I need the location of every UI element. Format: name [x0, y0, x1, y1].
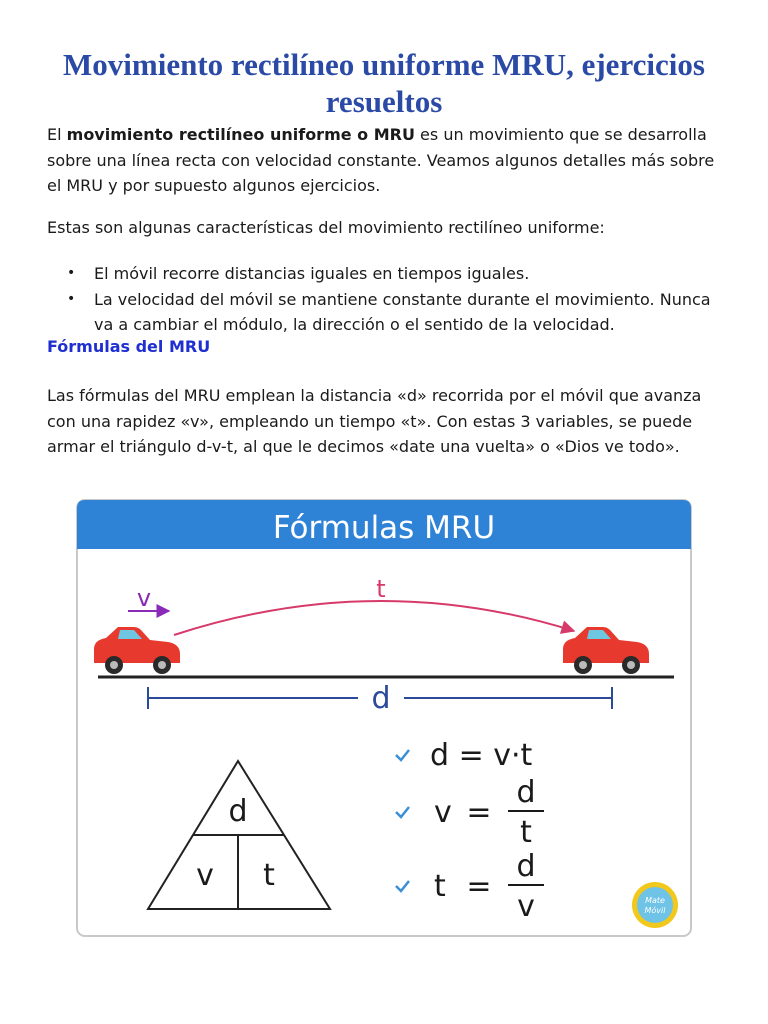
formulas-paragraph: Las fórmulas del MRU emplean la distancia «d» recorrida por el móvil que avanza con una rapidez «v», empleando un tiempo «t». Con estas 3 variables, se puede armar el triángulo d-v-t, al que le decimos «date una vuelta» o «Dios ve todo».: [47, 386, 702, 456]
logo-text-line1: Mate: [645, 896, 665, 905]
formula-velocity-lhs: v: [434, 795, 452, 830]
formula-distance: d = v·t: [430, 738, 533, 773]
section-heading: Fórmulas del MRU: [47, 337, 211, 356]
velocity-label: v: [136, 584, 152, 612]
equals-sign: =: [466, 795, 492, 830]
time-label: t: [376, 575, 386, 603]
intro-suffix: es un movimiento que se desarrolla sobre una línea recta con velocidad constante. Veamos algunos detalles más sobre el MRU y por supuesto algunos ejercicios.: [47, 125, 715, 195]
page-title: Movimiento rectilíneo uniforme MRU, ejercicios resueltos: [63, 47, 705, 119]
formula-time-denominator: v: [517, 889, 535, 924]
matemovil-logo: [632, 882, 678, 928]
triangle-top-label: d: [228, 794, 248, 829]
formula-velocity-numerator: d: [516, 775, 536, 810]
distance-label: d: [371, 681, 391, 716]
intro-bold: movimiento rectilíneo uniforme o MRU: [66, 125, 415, 144]
figure-frame: [77, 500, 691, 936]
figure-header: Fórmulas MRU: [272, 510, 496, 546]
formula-time-numerator: d: [516, 849, 536, 884]
formula-velocity-denominator: t: [520, 815, 532, 850]
mru-formulas-figure: [76, 499, 692, 937]
characteristics-list: [47, 261, 727, 338]
formula-time-lhs: t: [434, 869, 446, 904]
intro-prefix: El: [47, 125, 67, 144]
equals-sign: =: [466, 869, 492, 904]
intro-paragraph: [47, 122, 727, 199]
list-item: • El móvil recorre distancias iguales en tiempos iguales.: [47, 261, 727, 287]
triangle-right-label: t: [263, 858, 275, 893]
triangle-left-label: v: [196, 858, 214, 893]
characteristics-intro: Estas son algunas características del movimiento rectilíneo uniforme:: [47, 218, 605, 237]
list-item: • La velocidad del móvil se mantiene constante durante el movimiento. Nunca va a cambiar el módulo, la dirección o el sentido de la velocidad.: [47, 287, 727, 338]
logo-text-line2: Móvil: [644, 906, 666, 915]
